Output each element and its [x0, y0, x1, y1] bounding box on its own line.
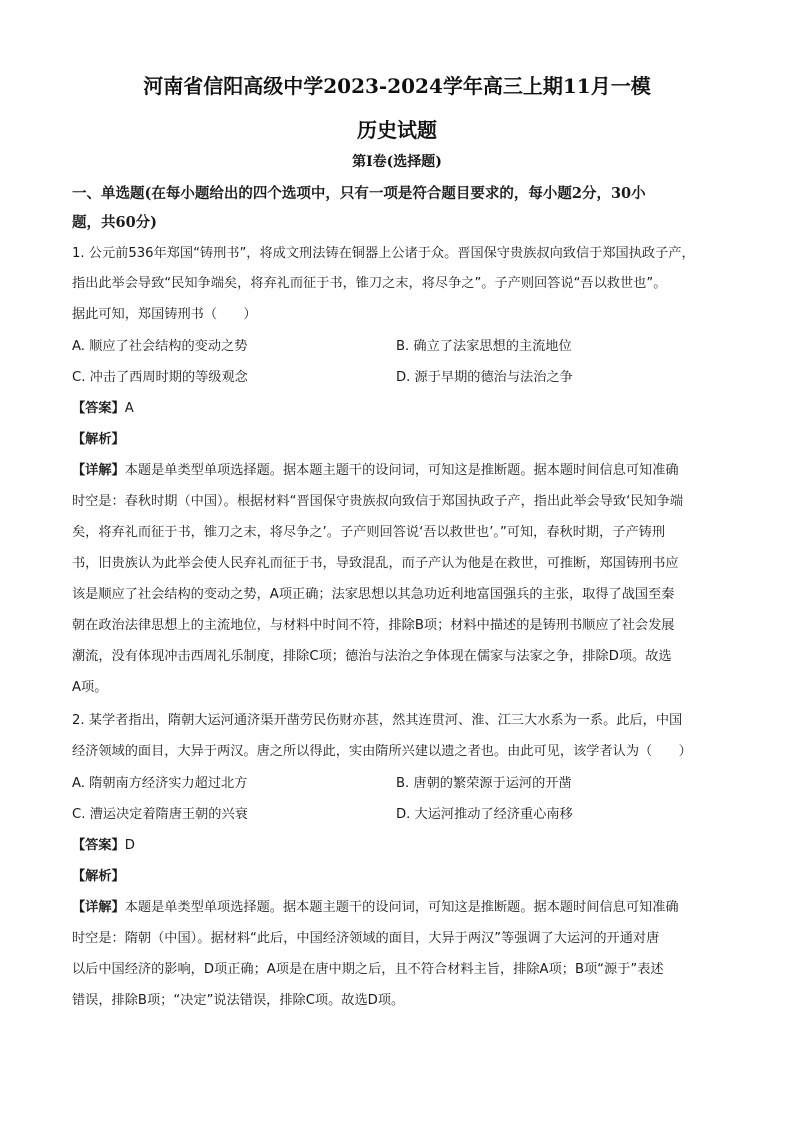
section-heading-line: 一、单选题(在每小题给出的四个选项中，只有一项是符合题目要求的，每小题2分，30小: [72, 185, 646, 202]
detail-line: 时空是：隋朝（中国）。据材料“此后，中国经济领域的面目，大异于两汉”等强调了大运河的开通对唐: [72, 931, 660, 946]
exam-subject: 历史试题: [357, 118, 437, 142]
answer-line: [72, 399, 134, 419]
option-d: D. 大运河推动了经济重心南移: [396, 807, 573, 822]
answer-value: A: [124, 401, 134, 416]
answer-value: D: [124, 838, 135, 853]
option-c: C. 冲击了西周时期的等级观念: [72, 370, 248, 385]
option-b: B. 确立了法家思想的主流地位: [396, 339, 572, 354]
option-b: B. 唐朝的繁荣源于运河的开凿: [396, 776, 572, 791]
answer-label: 【答案】: [72, 401, 125, 416]
option-c: C. 漕运决定着隋唐王朝的兴衰: [72, 807, 248, 822]
analysis-label: [72, 867, 125, 887]
exam-title: 河南省信阳高级中学2023-2024学年高三上期11月一模: [143, 74, 651, 98]
detail-line: [72, 461, 679, 481]
detail-line: 矣，将弃礼而征于书，锥刀之末，将尽争之’。子产则回答说‘吾以救世也’。”可知，春秋时期，子产铸刑: [72, 525, 666, 540]
detail-line: 潮流，没有体现冲击西周礼乐制度，排除C项；德治与法治之争体现在儒家与法家之争，排除D项。故选: [72, 649, 672, 664]
detail-line: [72, 898, 679, 918]
detail-line: 朝在政治法律思想上的主流地位，与材料中时间不符，排除B项；材料中描述的是铸刑书顺应了社会发展: [72, 618, 675, 633]
analysis-label: [72, 430, 125, 450]
section-heading-line: 题，共60分): [72, 214, 158, 231]
question-stem-line: 2. 某学者指出，隋朝大运河通济渠开凿劳民伤财亦甚，然其连贯河、淮、江三大水系为一系。此后，中国: [72, 713, 683, 728]
section-heading: [72, 179, 722, 237]
question-stem-line: 据此可知，郑国铸刑书（ ）: [72, 307, 257, 322]
detail-line: 错误，排除B项；“决定”说法错误，排除C项。故选D项。: [72, 993, 405, 1008]
answer-label: 【答案】: [72, 838, 125, 853]
detail-tag: 【详解】: [72, 463, 125, 478]
option-a: A. 顺应了社会结构的变动之势: [72, 339, 248, 354]
question-stem-line: 1. 公元前536年郑国“铸刑书”，将成文刑法铸在铜器上公诸于众。晋国保守贵族叔向致信于郑国执政子产，: [72, 246, 695, 261]
question-stem-line: 指出此举会导致“民知争端矣，将弃礼而征于书，锥刀之末，将尽争之”。子产则回答说“吾以救世也”。: [72, 276, 667, 291]
volume-heading: 第I卷(选择题): [352, 154, 442, 170]
detail-text: 本题是单类型单项选择题。据本题主题干的设问词，可知这是推断题。据本题时间信息可知准确: [124, 900, 679, 915]
detail-line: 时空是：春秋时期（中国）。根据材料“晋国保守贵族叔向致信于郑国执政子产，指出此举会导致‘民知争端: [72, 494, 684, 509]
detail-line: 以后中国经济的影响，D项正确；A项是在唐中期之后，且不符合材料主旨，排除A项；B项“源于”表述: [72, 962, 664, 977]
answer-line: [72, 836, 135, 856]
detail-text: 本题是单类型单项选择题。据本题主题干的设问词，可知这是推断题。据本题时间信息可知准确: [124, 463, 679, 478]
detail-line: A项。: [72, 680, 108, 695]
analysis-tag: 【解析】: [72, 869, 125, 884]
detail-line: 该是顺应了社会结构的变动之势，A项正确；法家思想以其急功近利地富国强兵的主张，取得了战国至秦: [72, 587, 675, 602]
detail-line: 书，旧贵族认为此举会使人民弃礼而征于书，导致混乱，而子产认为他是在救世，可推断，郑国铸刑书应: [72, 556, 679, 571]
option-a: A. 隋朝南方经济实力超过北方: [72, 776, 248, 791]
analysis-tag: 【解析】: [72, 432, 125, 447]
question-stem-line: 经济领域的面目，大异于两汉。唐之所以得此，实由隋所兴建以遗之者也。由此可见，该学者认为（ ）: [72, 744, 692, 759]
detail-tag: 【详解】: [72, 900, 125, 915]
option-d: D. 源于早期的德治与法治之争: [396, 370, 573, 385]
